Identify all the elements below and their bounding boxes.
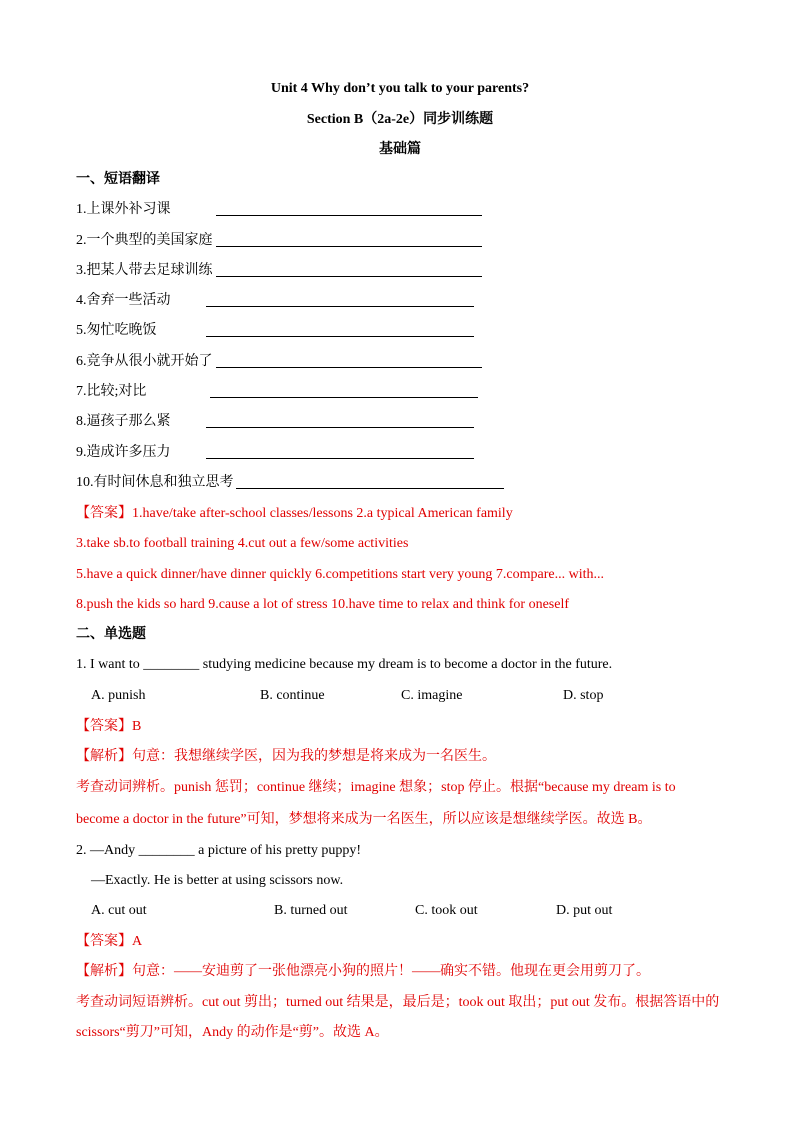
phrase-item	[76, 262, 213, 280]
phrase-item	[76, 474, 234, 492]
option-b[interactable]: B. turned out	[274, 903, 348, 918]
option-a[interactable]: A. cut out	[91, 903, 147, 918]
phrase-item	[76, 292, 171, 310]
answer-line: 【答案】1.have/take after-school classes/lessons 2.a typical American family	[76, 506, 513, 521]
question-1-explanation: 【解析】句意：我想继续学医，因为我的梦想是将来成为一名医生。	[76, 749, 496, 764]
phrase-text: 2.一个典型的美国家庭	[76, 233, 213, 248]
page-title: Unit 4 Why don’t you talk to your parents?	[270, 81, 530, 96]
phrase-item	[76, 444, 171, 462]
phrase-text: 5.匆忙吃晚饭	[76, 323, 157, 338]
phrase-item	[76, 353, 213, 371]
question-2-explanation: 【解析】句意：——安迪剪了一张他漂亮小狗的照片！——确实不错。他现在更会用剪刀了。	[76, 964, 650, 979]
answer-blank[interactable]	[206, 322, 474, 337]
answer-blank[interactable]	[216, 201, 482, 216]
phrase-item	[76, 322, 157, 340]
question-1-explanation: become a doctor in the future”可知，梦想将来成为一名医生，所以应该是想继续学医。故选 B。	[76, 812, 652, 827]
question-2-stem: 2. —Andy ________ a picture of his pretty puppy!	[76, 843, 362, 858]
question-2-answer: 【答案】A	[76, 934, 143, 949]
phrase-text: 4.舍弃一些活动	[76, 293, 171, 308]
question-2-explanation: 考查动词短语辨析。cut out 剪出；turned out 结果是，最后是；took out 取出；put out 发布。根据答语中的	[76, 995, 720, 1010]
phrase-item	[76, 232, 213, 250]
option-b[interactable]: B. continue	[260, 688, 325, 703]
phrase-text: 1.上课外补习课	[76, 202, 171, 217]
level-label: 基础篇	[379, 142, 421, 157]
answer-blank[interactable]	[210, 383, 478, 398]
part1-heading: 一、短语翻译	[76, 172, 160, 187]
phrase-text: 10.有时间休息和独立思考	[76, 475, 234, 490]
answer-blank[interactable]	[206, 292, 474, 307]
question-2-options	[0, 902, 800, 920]
option-c[interactable]: C. imagine	[401, 688, 463, 703]
phrase-text: 7.比较;对比	[76, 384, 147, 399]
question-2-explanation: scissors“剪刀”可知，Andy 的动作是“剪”。故选 A。	[76, 1025, 389, 1040]
answer-blank[interactable]	[206, 444, 474, 459]
option-d[interactable]: D. stop	[563, 688, 604, 703]
answer-blank[interactable]	[206, 413, 474, 428]
section-subtitle: Section B（2a-2e）同步训练题	[306, 112, 494, 127]
answer-blank[interactable]	[216, 262, 482, 277]
option-d[interactable]: D. put out	[556, 903, 613, 918]
question-1-options	[0, 687, 800, 705]
phrase-text: 8.逼孩子那么紧	[76, 414, 171, 429]
question-1-stem: 1. I want to ________ studying medicine because my dream is to become a doctor in the future.	[76, 657, 613, 672]
part2-heading: 二、单选题	[76, 627, 146, 642]
phrase-text: 6.竞争从很小就开始了	[76, 354, 213, 369]
answer-blank[interactable]	[216, 353, 482, 368]
answer-line: 3.take sb.to football training 4.cut out a few/some activities	[76, 536, 409, 551]
phrase-item	[76, 413, 171, 431]
answer-blank[interactable]	[216, 232, 482, 247]
question-2-reply: —Exactly. He is better at using scissors now.	[91, 873, 344, 888]
phrase-item	[76, 201, 171, 219]
question-1-answer: 【答案】B	[76, 719, 142, 734]
answer-blank[interactable]	[236, 474, 504, 489]
option-a[interactable]: A. punish	[91, 688, 146, 703]
answer-line: 8.push the kids so hard 9.cause a lot of stress 10.have time to relax and think for oneself	[76, 597, 569, 612]
phrase-text: 3.把某人带去足球训练	[76, 263, 213, 278]
option-c[interactable]: C. took out	[415, 903, 478, 918]
phrase-text: 9.造成许多压力	[76, 445, 171, 460]
question-1-explanation: 考查动词辨析。punish 惩罚；continue 继续；imagine 想象；stop 停止。根据“because my dream is to	[76, 780, 676, 795]
answer-line: 5.have a quick dinner/have dinner quickly 6.competitions start very young 7.compare... with...	[76, 567, 604, 582]
phrase-item	[76, 383, 146, 401]
